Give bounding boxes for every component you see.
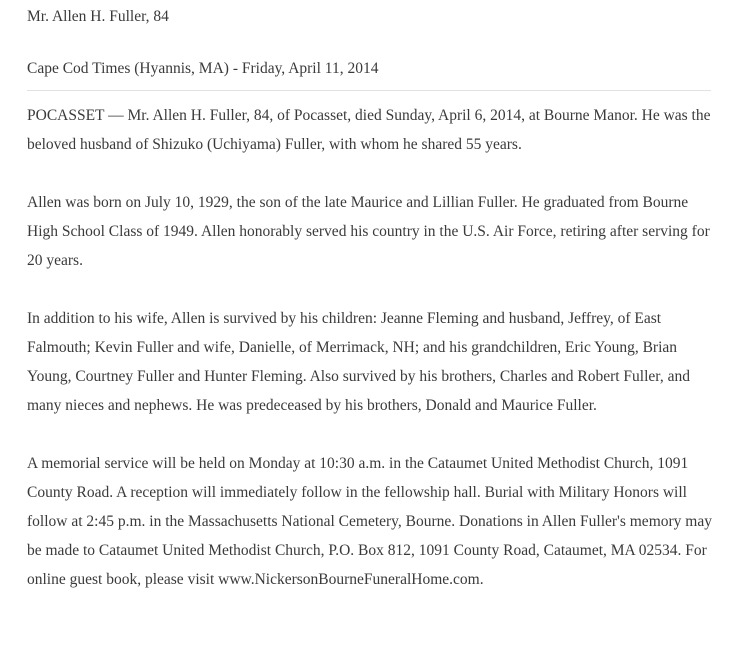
paragraph-services: A memorial service will be held on Monday at 10:30 a.m. in the Cataumet United Methodist Church, 1091 County Road. A reception will immediately follow in the fellowship hall. Burial with Military Honors will follow at 2:45 p.m. in the Massachusetts National Cemetery, Bourne. Donations in Allen Fuller's memory may be made to Cataumet United Methodist Church, P.O. Box 812, 1091 County Road, Cataumet, MA 02534. For online guest book, please visit www.NickersonBourneFuneralHome.com.: [27, 455, 712, 588]
article-body: [27, 101, 717, 594]
article-source-dateline: Cape Cod Times (Hyannis, MA) - Friday, April 11, 2014: [27, 60, 379, 77]
paragraph-death-notice: POCASSET — Mr. Allen H. Fuller, 84, of Pocasset, died Sunday, April 6, 2014, at Bourne Manor. He was the beloved husband of Shizuko (Uchiyama) Fuller, with whom he shared 55 years.: [27, 107, 711, 153]
paragraph-survivors: In addition to his wife, Allen is survived by his children: Jeanne Fleming and husband, Jeffrey, of East Falmouth; Kevin Fuller and wife, Danielle, of Merrimack, NH; and his grandchildren, Eric Young, Brian Young, Courtney Fuller and Hunter Fleming. Also survived by his brothers, Charles and Robert Fuller, and many nieces and nephews. He was predeceased by his brothers, Donald and Maurice Fuller.: [27, 310, 690, 414]
divider: [27, 90, 711, 91]
paragraph-biography: Allen was born on July 10, 1929, the son of the late Maurice and Lillian Fuller. He graduated from Bourne High School Class of 1949. Allen honorably served his country in the U.S. Air Force, retiring after serving for 20 years.: [27, 194, 710, 269]
article-title: Mr. Allen H. Fuller, 84: [27, 8, 169, 25]
obituary-article: [27, 0, 717, 594]
